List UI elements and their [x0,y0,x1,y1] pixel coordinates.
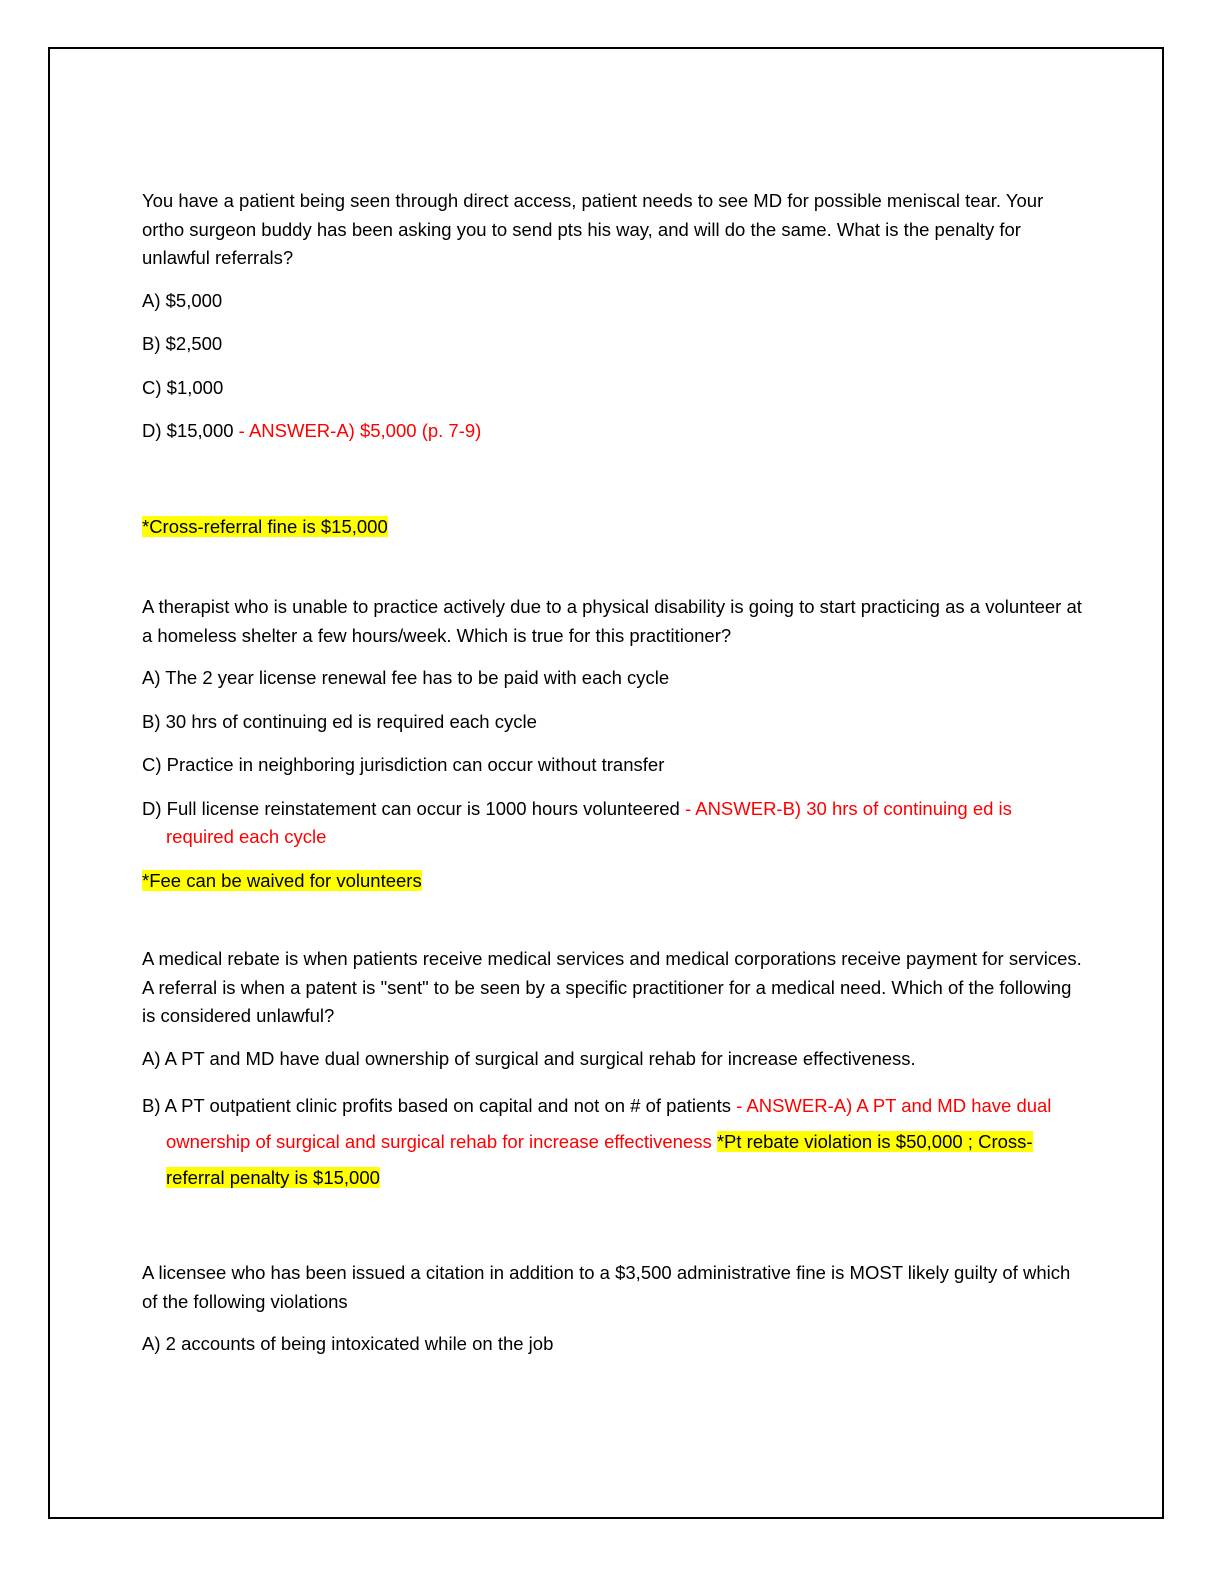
q4-stem: A licensee who has been issued a citation in addition to a $3,500 administrative fine is MOST likely guilty of which of the following violations [142,1262,1071,1312]
q2-option-a: A) The 2 year license renewal fee has to be paid with each cycle [142,667,670,688]
q1-stem: You have a patient being seen through direct access, patient needs to see MD for possible meniscal tear. Your ortho surgeon buddy has been asking you to send pts his way, and will do the same. What is the penalty for unlawful referrals? [142,190,1044,268]
q2-option-c: C) Practice in neighboring jurisdiction can occur without transfer [142,754,665,775]
q2-option-d-text: D) Full license reinstatement can occur is 1000 hours volunteered [142,797,680,819]
q1-option-d [142,417,1082,446]
q3-option-b [142,1088,1082,1196]
q1-option-c: C) $1,000 [142,376,224,398]
q2-stem: A therapist who is unable to practice actively due to a physical disability is going to start practicing as a volunteer at a homeless shelter a few hours/week. Which is true for this practitioner? [142,596,1082,646]
q1-answer: - ANSWER-A) $5,000 (p. 7-9) [233,420,482,441]
q1-option-d-text: D) $15,000 [142,420,234,441]
q3-option-b-text: B) A PT outpatient clinic profits based on capital and not on # of patients [142,1095,731,1116]
q2-answer: - ANSWER-B) 30 hrs of continuing ed is required each cycle [166,797,1012,847]
document-content [142,187,1082,1374]
q1-option-b: B) $2,500 [142,333,223,354]
q3-note: *Pt rebate violation is $50,000 ; Cross-referral penalty is $15,000 [166,1131,1033,1188]
q3-stem: A medical rebate is when patients receive medical services and medical corporations receive payment for services. A referral is when a patent is "sent" to be seen by a specific practitioner for a medical need. Which of the following is considered unlawful? [142,948,1082,1026]
q2-option-d [142,795,1082,852]
q2-note [142,867,1082,896]
q2-option-b: B) 30 hrs of continuing ed is required each cycle [142,710,537,732]
q2-note-text: *Fee can be waived for volunteers [142,869,422,891]
q3-option-a: A) A PT and MD have dual ownership of surgical and surgical rehab for increase effectiveness. [142,1047,916,1069]
q4-option-a: A) 2 accounts of being intoxicated while on the job [142,1333,554,1354]
q1-note-text: *Cross-referral fine is $15,000 [142,515,388,537]
q1-option-a: A) $5,000 [142,289,223,311]
q3-answer: - ANSWER-A) A PT and MD have dual ownership of surgical and surgical rehab for increase effectiveness [166,1095,1052,1152]
q1-note [142,513,1082,542]
